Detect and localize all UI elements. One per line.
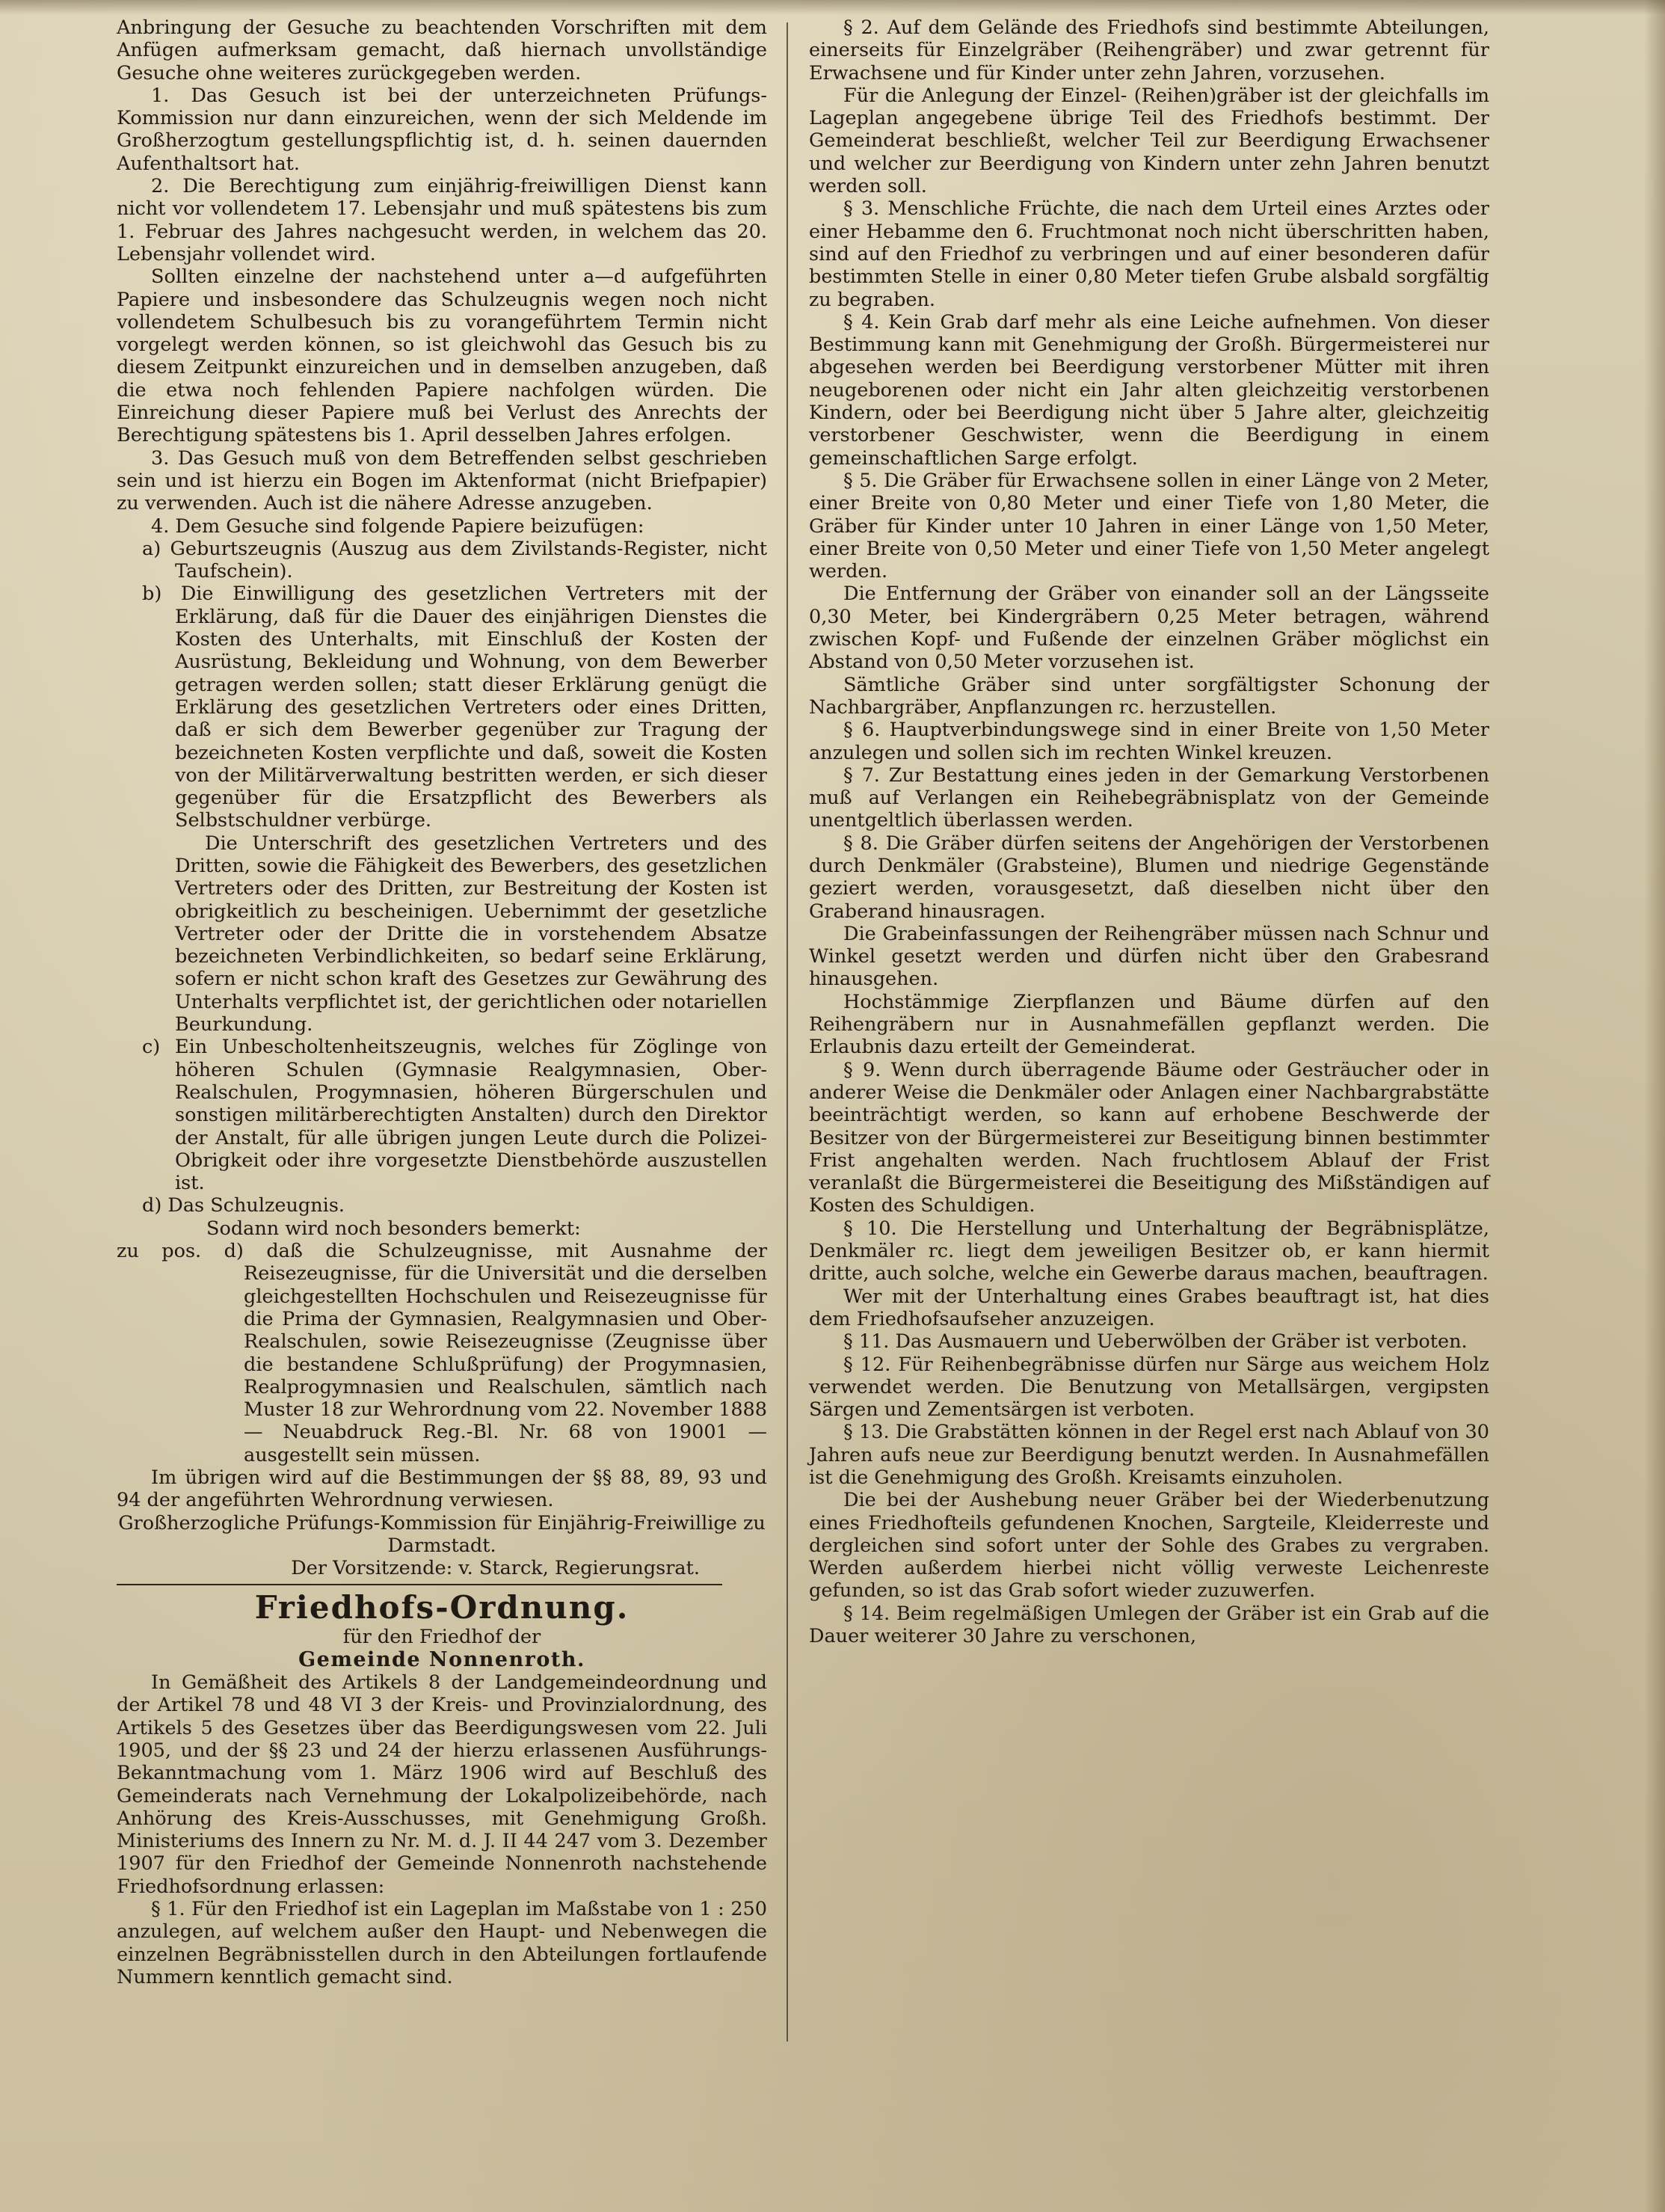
zu-pos-text: daß die Schulzeugnisse, mit Ausnahme der Reisezeugnisse, für die Universität und die derselben gleichgestellten Hochschulen und Reisezeugnisse für die Prima der Gymnasien, Realgymnasien und Ober-Realschulen, sowie Reisezeugnisse (Zeugnisse über die bestandene Schlußprüfung) der Progymnasien, Realprogymnasien und Realschulen, sämtlich nach Muster 18 zur Wehrordnung vom 22. November 1888 — Neuabdruck Reg.-Bl. Nr. 68 von 19001 — ausgestellt sein müssen. [244, 1240, 768, 1466]
notice-point-2-continued: Sollten einzelne der nachstehend unter a—d aufgeführten Papiere und insbesondere das Schulzeugnis wegen noch nicht vollendetem Schulbesuch bis zu vorangeführtem Termin nicht vorgelegt werden können, so ist gleichwohl das Gesuch bis zu diesem Zeitpunkt einzureichen und in demselben anzugeben, daß die etwa noch fehlenden Papiere nachfolgen würden. Die Einreichung dieser Papiere muß bei Verlust des Anrechts der Berechtigung spätestens bis 1. April desselben Jahres erfolgen. [117, 265, 767, 447]
ordinance-title: Friedhofs-Ordnung. [254, 1589, 630, 1626]
notice-item-c: c) Ein Unbescholtenheitszeugnis, welches für Zöglinge von höheren Schulen (Gymnasie Realgymnasien, Ober-Realschulen, Progymnasien, höheren Bürgerschulen und sonstigen militärberechtigten Anstalten) durch den Direktor der Anstalt, für alle übrigen jungen Leute durch die Polizei-Obrigkeit oder ihre vorgesetzte Dienstbehörde auszustellen ist. [142, 1036, 767, 1195]
ordinance-section-6: § 6. Hauptverbindungswege sind in einer Breite von 1,50 Meter anzulegen und sollen sich im rechten Winkel kreuzen. [809, 719, 1489, 764]
notice-point-2: 2. Die Berechtigung zum einjährig-freiwilligen Dienst kann nicht vor vollendetem 17. Lebensjahr und muß spätestens bis zum 1. Februar des Jahres nachgesucht werden, in welchem das 20. Lebensjahr vollendet wird. [117, 175, 767, 265]
notice-point-3: 3. Das Gesuch muß von dem Betreffenden selbst geschrieben sein und ist hierzu ein Bogen im Aktenformat (nicht Briefpapier) zu verwenden. Auch ist die nähere Adresse anzugeben. [117, 446, 767, 515]
page-right-shadow [1644, 0, 1665, 2212]
notice-point-4: 4. Dem Gesuche sind folgende Papiere beizufügen: [151, 514, 644, 538]
notice-item-a: a) Geburtszeugnis (Auszug aus dem Zivilstands-Register, nicht Taufschein). [142, 537, 767, 583]
ordinance-section-8-borders: Die Grabeinfassungen der Reihengräber müssen nach Schnur und Winkel gesetzt werden und dürfen nicht über den Grabesrand hinausgehen. [809, 922, 1489, 991]
notice-item-d: d) Das Schulzeugnis. [142, 1194, 345, 1217]
ordinance-section-8-plants: Hochstämmige Zierpflanzen und Bäume dürfen auf den Reihengräbern nur in Ausnahmefällen gepflanzt werden. Die Erlaubnis dazu erteilt der Gemeinderat. [809, 990, 1489, 1059]
commission-signature: Der Vorsitzende: v. Starck, Regierungsrat. [291, 1557, 700, 1580]
zu-pos-label: zu pos. d) [117, 1240, 244, 1263]
ordinance-municipality: Gemeinde Nonnenroth. [298, 1647, 585, 1671]
ordinance-section-12: § 12. Für Reihenbegräbnisse dürfen nur Särge aus weichem Holz verwendet werden. Die Benutzung von Metallsärgen, vergipsten Särgen und Zementsärgen ist verboten. [809, 1353, 1489, 1422]
ordinance-section-2-continued: Für die Anlegung der Einzel- (Reihen)gräber ist der gleichfalls im Lageplan angegebene übrige Teil des Friedhofs bestimmt. Der Gemeinderat beschließt, welcher Teil zur Beerdigung Erwachsener und welcher zur Beerdigung von Kindern unter zehn Jahren benutzt werden soll. [809, 84, 1489, 198]
ordinance-preamble: In Gemäßheit des Artikels 8 der Landgemeindeordnung und der Artikel 78 und 48 VI 3 der Kreis- und Provinzialordnung, des Artikels 5 des Gesetzes über das Beerdigungswesen vom 22. Juli 1905, und der §§ 23 und 24 der hierzu erlassenen Ausführungs-Bekanntmachung vom 1. März 1906 wird auf Beschluß des Gemeinderats nach Vernehmung der Lokalpolizeibehörde, nach Anhörung des Kreis-Ausschusses, mit Genehmigung Großh. Ministeriums des Innern zu Nr. M. d. J. II 44 247 vom 3. Dezember 1907 für den Friedhof der Gemeinde Nonnenroth nachstehende Friedhofsordnung erlassen: [117, 1671, 767, 1898]
ordinance-section-10: § 10. Die Herstellung und Unterhaltung der Begräbnisplätze, Denkmäler rc. liegt dem jeweiligen Besitzer ob, er kann hiermit dritte, auch solche, welche ein Gewerbe daraus machen, beauftragen. [809, 1217, 1489, 1285]
ordinance-section-9: § 9. Wenn durch überragende Bäume oder Gesträucher oder in anderer Weise die Denkmäler oder Anlagen einer Nachbargrabstätte beeinträchtigt werden, so kann auf erhobene Beschwerde der Besitzer von der Bürgermeisterei zur Beseitigung binnen bestimmter Frist angehalten werden. Nach fruchtlosem Ablauf der Frist veranlaßt die Bürgermeisterei die Beseitigung des Mißständigen auf Kosten des Schuldigen. [809, 1058, 1489, 1217]
ordinance-section-3: § 3. Menschliche Früchte, die nach dem Urteil eines Arztes oder einer Hebamme den 6. Fruchtmonat noch nicht überschritten haben, sind auf den Friedhof zu verbringen und auf einer besonderen dafür bestimmten Stelle in einer 0,80 Meter tiefen Grube alsbald sorgfältig zu begraben. [809, 197, 1489, 311]
notice-item-b: b) Die Einwilligung des gesetzlichen Vertreters mit der Erklärung, daß für die Dauer des einjährigen Dienstes die Kosten des Unterhalts, mit Einschluß der Kosten der Ausrüstung, Bekleidung und Wohnung, von dem Bewerber getragen werden sollen; statt dieser Erklärung genügt die Erklärung des gesetzlichen Vertreters oder eines Dritten, daß er sich dem Bewerber gegenüber zur Tragung der bezeichneten Kosten verpflichte und daß, soweit die Kosten von der Militärverwaltung bestritten werden, er sich dieser gegenüber für die Ersatzpflicht des Bewerbers als Selbstschuldner verbürge. [142, 583, 767, 832]
notice-reference: Im übrigen wird auf die Bestimmungen der §§ 88, 89, 93 und 94 der angeführten Wehrordnung verwiesen. [117, 1466, 767, 1512]
ordinance-section-13: § 13. Die Grabstätten können in der Regel erst nach Ablauf von 30 Jahren aufs neue zur Beerdigung benutzt werden. In Ausnahmefällen ist die Genehmigung des Großh. Kreisamts einzuholen. [809, 1421, 1489, 1489]
notice-zu-pos-d [117, 1240, 767, 1466]
ordinance-section-7: § 7. Zur Bestattung eines jeden in der Gemarkung Verstorbenen muß auf Verlangen ein Reihebegräbnisplatz von der Gemeinde unentgeltlich überlassen werden. [809, 764, 1489, 832]
right-column [809, 16, 1489, 1647]
ordinance-section-2: § 2. Auf dem Gelände des Friedhofs sind bestimmte Abteilungen, einerseits für Einzelgräber (Reihengräber) und zwar getrennt für Erwachsene und für Kinder unter zehn Jahren, vorzusehen. [809, 16, 1489, 85]
ordinance-section-5: § 5. Die Gräber für Erwachsene sollen in einer Länge von 2 Meter, einer Breite von 0,80 Meter und einer Tiefe von 1,80 Meter, die Gräber für Kinder unter 10 Jahren in einer Länge von 1,50 Meter, einer Breite von 0,50 Meter und einer Tiefe von 1,50 Meter angelegt werden. [809, 469, 1489, 583]
ordinance-section-11: § 11. Das Ausmauern und Ueberwölben der Gräber ist verboten. [843, 1330, 1468, 1354]
notice-remark-heading: Sodann wird noch besonders bemerkt: [206, 1217, 581, 1240]
left-column [117, 16, 767, 1988]
commission-name: Großherzogliche Prüfungs-Kommission für Einjährig-Freiwillige zu Darmstadt. [118, 1511, 766, 1557]
ordinance-subtitle: für den Friedhof der [342, 1626, 541, 1649]
ordinance-section-4: § 4. Kein Grab darf mehr als eine Leiche aufnehmen. Von dieser Bestimmung kann mit Genehmigung der Großh. Bürgermeisterei nur abgesehen werden bei Beerdigung verstorbener Mütter mit ihren neugeborenen oder nicht ein Jahr alten gleichzeitig verstorbenen Kindern, oder bei Beerdigung nicht über 5 Jahre alter, gleichzeitig verstorbener Geschwister, wenn die Beerdigung in einem gemeinschaftlichen Sarge erfolgt. [809, 310, 1489, 470]
ordinance-section-14: § 14. Beim regelmäßigen Umlegen der Gräber ist ein Grab auf die Dauer weiterer 30 Jahre zu verschonen, [809, 1602, 1489, 1648]
ordinance-section-5-distance: Die Entfernung der Gräber von einander soll an der Längsseite 0,30 Meter, bei Kindergräbern 0,25 Meter betragen, während zwischen Kopf- und Fußende der einzelnen Gräber möglichst ein Abstand von 0,50 Meter vorzusehen ist. [809, 583, 1489, 674]
page-top-shadow [0, 0, 1665, 15]
ordinance-section-13-continued: Die bei der Aushebung neuer Gräber bei der Wiederbenutzung eines Friedhofteils gefundenen Knochen, Sargteile, Kleiderreste und dergleichen sind sofort unter der Sohle des Grabes zu vergraben. Werden außerdem hierbei nicht völlig verweste Leichenreste gefunden, so ist das Grab sofort wieder zuzuwerfen. [809, 1489, 1489, 1603]
ordinance-section-1: § 1. Für den Friedhof ist ein Lageplan im Maßstabe von 1 : 250 anzulegen, auf welchem außer den Haupt- und Nebenwegen die einzelnen Begräbnisstellen durch in den Abteilungen fortlaufende Nummern kenntlich gemacht sind. [117, 1898, 767, 1988]
notice-intro: Anbringung der Gesuche zu beachtenden Vorschriften mit dem Anfügen aufmerksam gemacht, daß hiernach unvollständige Gesuche ohne weiteres zurückgegeben werden. [117, 16, 767, 85]
column-divider [787, 22, 788, 2042]
ordinance-section-5-care: Sämtliche Gräber sind unter sorgfältigster Schonung der Nachbargräber, Anpflanzungen rc. herzustellen. [809, 673, 1489, 719]
ordinance-section-8: § 8. Die Gräber dürfen seitens der Angehörigen der Verstorbenen durch Denkmäler (Grabsteine), Blumen und niedrige Gegenstände geziert werden, vorausgesetzt, daß dieselben nicht über den Graberand hinausragen. [809, 832, 1489, 923]
notice-point-1: 1. Das Gesuch ist bei der unterzeichneten Prüfungs-Kommission nur dann einzureichen, wenn der sich Meldende im Großherzogtum gestellungspflichtig ist, d. h. seinen dauernden Aufenthaltsort hat. [117, 84, 767, 175]
ordinance-section-10-continued: Wer mit der Unterhaltung eines Grabes beauftragt ist, hat dies dem Friedhofsaufseher anzuzeigen. [809, 1285, 1489, 1330]
notice-item-b-continued-text: Die Unterschrift des gesetzlichen Vertreters und des Dritten, sowie die Fähigkeit des Bewerbers, des gesetzlichen Vertreters oder des Dritten, zur Bestreitung der Kosten ist obrigkeitlich zu bescheinigen. Uebernimmt der gesetzliche Vertreter oder der Dritte die in vorstehendem Absatze bezeichneten Verbindlichkeiten, so bedarf seine Erklärung, sofern er nicht schon kraft des Gesetzes zur Gewährung des Unterhalts verpflichtet ist, der gerichtlichen oder notariellen Beurkundung. [175, 832, 767, 1036]
section-divider [117, 1584, 722, 1585]
notice-item-b-continued [117, 832, 767, 1036]
